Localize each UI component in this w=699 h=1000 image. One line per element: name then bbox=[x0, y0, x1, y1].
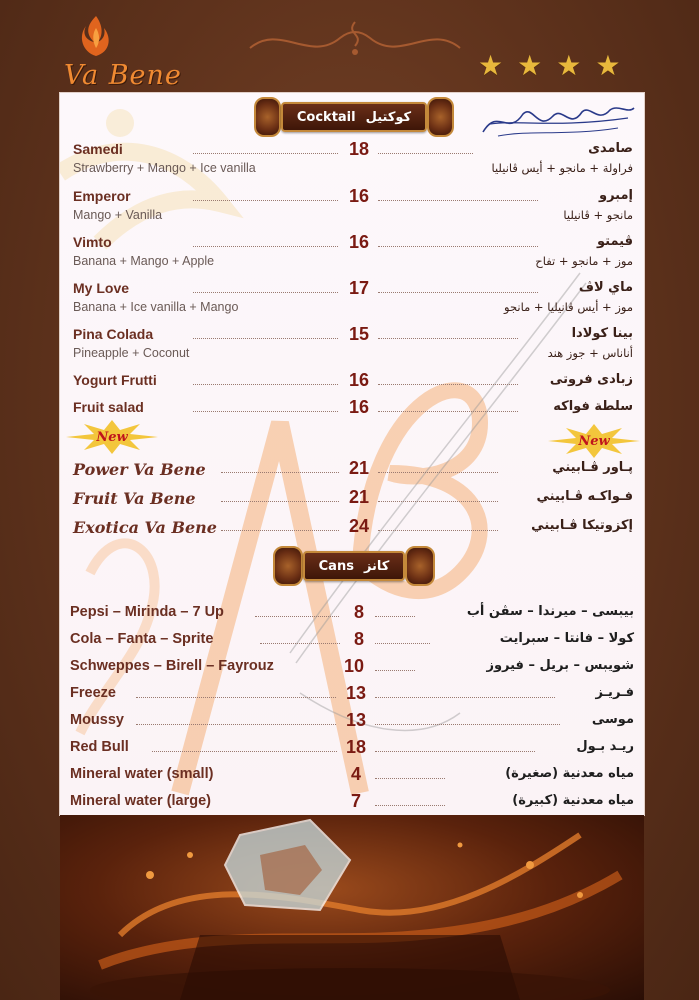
scroll-ornament-icon bbox=[427, 97, 454, 137]
item-price: 4 bbox=[350, 764, 361, 784]
dotted-leader bbox=[255, 616, 339, 617]
dotted-leader bbox=[260, 643, 340, 644]
item-name-ar: فـريـز bbox=[595, 685, 634, 700]
section-title-ar: كانز bbox=[363, 558, 390, 574]
dotted-leader bbox=[375, 616, 415, 617]
dotted-leader bbox=[221, 501, 339, 502]
item-price: 15 bbox=[348, 324, 370, 344]
dotted-leader bbox=[152, 751, 337, 752]
handwritten-signature bbox=[478, 102, 638, 142]
star-icon: ★ bbox=[595, 49, 621, 82]
item-description-ar: موز + أيس ڤانيليا + مانجو bbox=[504, 300, 633, 314]
item-name-en: Exotica Va Bene bbox=[73, 518, 217, 537]
item-description-row bbox=[73, 208, 633, 224]
star-icon: ★ bbox=[556, 49, 582, 82]
dotted-leader bbox=[375, 805, 445, 806]
menu-item-row bbox=[73, 141, 633, 161]
dotted-leader bbox=[193, 246, 338, 247]
brand-logo bbox=[58, 10, 228, 90]
item-name-ar: زبادى فروتى bbox=[549, 372, 633, 387]
item-description-en: Mango + Vanilla bbox=[73, 208, 163, 222]
menu-item-row bbox=[73, 399, 633, 419]
item-price: 7 bbox=[350, 791, 361, 811]
item-name-ar: مياه معدنية (كبيرة) bbox=[512, 793, 634, 808]
item-description-ar: فراولة + مانجو + أيس ڤانيليا bbox=[491, 161, 633, 175]
special-item-row bbox=[73, 518, 633, 538]
item-description-row bbox=[73, 300, 633, 316]
new-badge bbox=[66, 420, 158, 454]
ice-cube-icon bbox=[225, 820, 350, 910]
item-description-en: Banana + Mango + Apple bbox=[73, 254, 215, 268]
dotted-leader bbox=[193, 384, 338, 385]
item-description-row bbox=[73, 254, 633, 270]
menu-item-row bbox=[73, 372, 633, 392]
dotted-leader bbox=[378, 472, 498, 473]
scroll-ornament-icon bbox=[254, 97, 281, 137]
drink-splash-photo bbox=[60, 815, 644, 1000]
dotted-leader bbox=[378, 153, 473, 154]
item-price: 10 bbox=[343, 656, 365, 676]
item-name-en: Fruit salad bbox=[73, 399, 144, 415]
item-name-ar: فـواكـه ڤـابيني bbox=[536, 489, 633, 504]
dotted-leader bbox=[221, 530, 339, 531]
item-name-ar: إكزوتيكا ڤـابيني bbox=[531, 518, 633, 533]
menu-item-row bbox=[73, 326, 633, 346]
dotted-leader bbox=[136, 724, 336, 725]
item-name-en: My Love bbox=[73, 280, 130, 296]
item-price: 13 bbox=[345, 710, 367, 730]
star-icon: ★ bbox=[517, 49, 543, 82]
dotted-leader bbox=[193, 338, 338, 339]
header-ornament bbox=[240, 18, 470, 68]
dotted-leader bbox=[136, 697, 336, 698]
new-badge-label: New bbox=[578, 433, 610, 449]
menu-item-row bbox=[70, 658, 634, 678]
item-name-ar: سلطة فواكه bbox=[553, 399, 633, 414]
item-name-en: Freeze bbox=[70, 685, 116, 701]
dotted-leader bbox=[193, 411, 338, 412]
item-name-ar: كولا – فانتا – سبرايت bbox=[499, 631, 634, 646]
dotted-leader bbox=[375, 751, 535, 752]
menu-item-row bbox=[70, 604, 634, 624]
item-description-row bbox=[73, 346, 633, 362]
item-price: 8 bbox=[353, 629, 364, 649]
item-description-row bbox=[73, 161, 633, 177]
cans-section-header bbox=[254, 545, 454, 587]
item-description-en: Strawberry + Mango + Ice vanilla bbox=[73, 161, 256, 175]
item-name-en: Emperor bbox=[73, 188, 131, 204]
item-name-ar: إمبرو bbox=[599, 188, 633, 203]
menu-item-row bbox=[73, 188, 633, 208]
item-name-en: Moussy bbox=[70, 712, 124, 728]
item-price: 18 bbox=[348, 139, 370, 159]
item-price: 17 bbox=[348, 278, 370, 298]
item-price: 13 bbox=[345, 683, 367, 703]
special-item-row bbox=[73, 460, 633, 480]
brand-name: Va Bene bbox=[64, 60, 182, 91]
item-name-ar: صامدى bbox=[588, 141, 633, 156]
item-name-en: Mineral water (large) bbox=[70, 793, 212, 809]
item-price: 16 bbox=[348, 186, 370, 206]
menu-item-row bbox=[70, 712, 634, 732]
item-name-ar: ڤيمتو bbox=[597, 234, 633, 249]
scroll-ornament-icon bbox=[273, 546, 303, 586]
item-name-en: Pina Colada bbox=[73, 326, 154, 342]
dotted-leader bbox=[375, 670, 415, 671]
dotted-leader bbox=[375, 697, 555, 698]
drink-splash-illustration bbox=[60, 815, 644, 1000]
dotted-leader bbox=[378, 200, 538, 201]
item-description-ar: مانجو + ڤانيليا bbox=[563, 208, 633, 222]
dotted-leader bbox=[378, 292, 538, 293]
dotted-leader bbox=[221, 472, 339, 473]
item-name-en: Samedi bbox=[73, 141, 123, 157]
menu-item-row bbox=[73, 234, 633, 254]
item-name-ar: ريـد بـول bbox=[576, 739, 634, 754]
special-item-row bbox=[73, 489, 633, 509]
dotted-leader bbox=[378, 530, 498, 531]
scroll-ornament-icon bbox=[405, 546, 435, 586]
dotted-leader bbox=[378, 501, 498, 502]
item-description-en: Banana + Ice vanilla + Mango bbox=[73, 300, 239, 314]
item-price: 18 bbox=[345, 737, 367, 757]
star-icon: ★ bbox=[478, 49, 504, 82]
dotted-leader bbox=[378, 411, 518, 412]
cocktail-section-header bbox=[254, 96, 454, 138]
dotted-leader bbox=[378, 338, 518, 339]
item-description-ar: موز + مانجو + تفاح bbox=[535, 254, 633, 268]
item-description-en: Pineapple + Coconut bbox=[73, 346, 190, 360]
section-title-en: Cans bbox=[318, 558, 354, 574]
item-price: 24 bbox=[348, 516, 370, 536]
dotted-leader bbox=[193, 200, 338, 201]
item-price: 21 bbox=[348, 458, 370, 478]
item-name-ar: شويبس – بريل – فيروز bbox=[486, 658, 634, 673]
item-name-en: Schweppes – Birell – Fayrouz bbox=[70, 658, 274, 674]
item-name-ar: بيبسى – ميرندا – سڤن أب bbox=[466, 604, 634, 619]
item-name-ar: مياه معدنية (صغيرة) bbox=[505, 766, 634, 781]
dotted-leader bbox=[375, 778, 445, 779]
item-name-ar: موسى bbox=[591, 712, 634, 727]
item-name-en: Fruit Va Bene bbox=[73, 489, 196, 508]
item-name-en: Pepsi – Mirinda – 7 Up bbox=[70, 604, 224, 620]
item-name-ar: پـاور ڤـابيني bbox=[552, 460, 633, 475]
item-price: 16 bbox=[348, 232, 370, 252]
item-name-ar: بينا كولادا bbox=[571, 326, 633, 341]
dotted-leader bbox=[375, 643, 430, 644]
item-name-en: Power Va Bene bbox=[73, 460, 206, 479]
dotted-leader bbox=[378, 246, 538, 247]
section-title-ar: كوكتيل bbox=[365, 109, 412, 125]
dotted-leader bbox=[375, 724, 560, 725]
section-title-plate bbox=[281, 102, 427, 132]
menu-item-row bbox=[70, 766, 634, 786]
item-name-ar: ماي لاڤ bbox=[578, 280, 633, 295]
rating-stars bbox=[478, 49, 621, 82]
item-price: 8 bbox=[353, 602, 364, 622]
item-description-ar: أناناس + جوز هند bbox=[547, 346, 633, 360]
menu-item-row bbox=[70, 793, 634, 813]
new-badge-label: New bbox=[96, 429, 128, 445]
item-name-en: Red Bull bbox=[70, 739, 129, 755]
dotted-leader bbox=[378, 384, 518, 385]
dotted-leader bbox=[193, 292, 338, 293]
item-price: 21 bbox=[348, 487, 370, 507]
item-name-en: Mineral water (small) bbox=[70, 766, 214, 782]
menu-item-row bbox=[70, 685, 634, 705]
dotted-leader bbox=[193, 153, 338, 154]
item-price: 16 bbox=[348, 397, 370, 417]
menu-item-row bbox=[70, 631, 634, 651]
new-badge bbox=[548, 424, 640, 458]
section-title-plate bbox=[303, 551, 406, 581]
section-title-en: Cocktail bbox=[296, 109, 356, 125]
menu-item-row bbox=[70, 739, 634, 759]
item-name-en: Yogurt Frutti bbox=[73, 372, 157, 388]
item-name-en: Cola – Fanta – Sprite bbox=[70, 631, 214, 647]
item-name-en: Vimto bbox=[73, 234, 112, 250]
item-price: 16 bbox=[348, 370, 370, 390]
menu-item-row bbox=[73, 280, 633, 300]
flame-icon bbox=[78, 14, 114, 58]
